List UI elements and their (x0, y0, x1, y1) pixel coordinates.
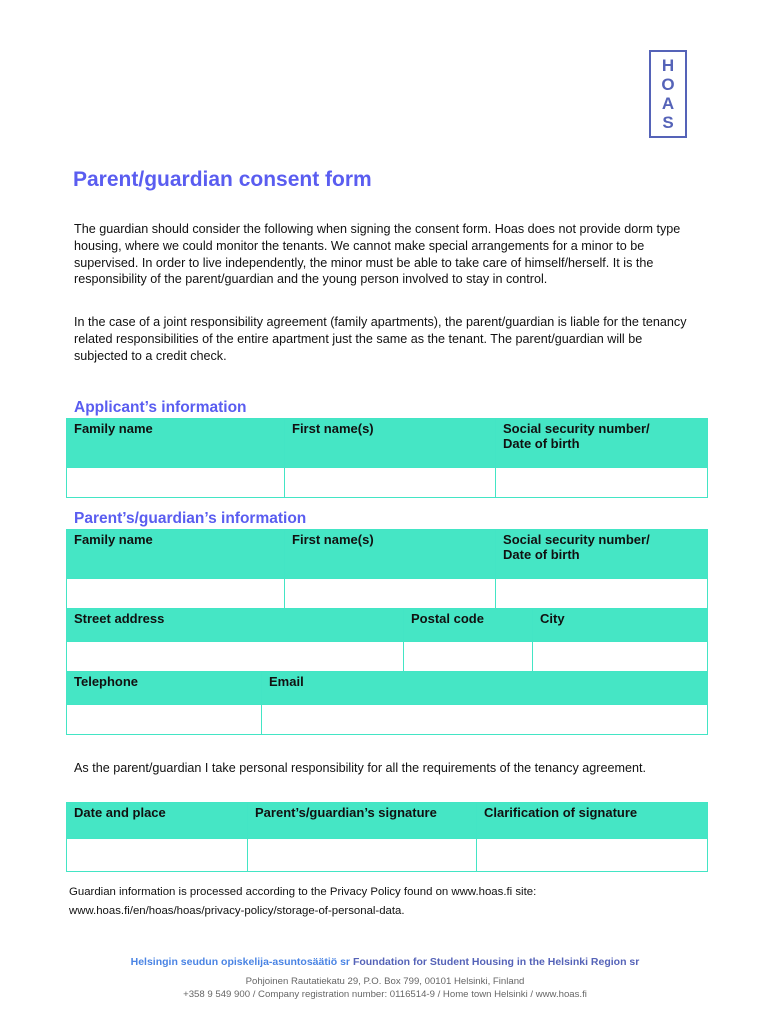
postal-code-field[interactable] (404, 642, 533, 672)
guardian-family-name-label: Family name (67, 530, 285, 579)
footer-english-name: Foundation for Student Housing in the Helsinki Region sr (352, 956, 640, 968)
postal-code-label: Postal code (404, 609, 533, 642)
logo-letter-o: O (661, 75, 675, 94)
footer-contact: +358 9 549 900 / Company registration number: 0116514-9 / Home town Helsinki / www.hoas.fi (183, 989, 587, 1000)
applicant-first-name-label: First name(s) (285, 419, 496, 468)
footer-foundation-name (0, 956, 770, 968)
applicant-section-title: Applicant’s information (74, 399, 247, 416)
street-address-field[interactable] (67, 642, 404, 672)
telephone-label: Telephone (67, 672, 262, 705)
guardian-signature-label: Parent’s/guardian’s signature (248, 803, 477, 839)
logo-letter-h: H (661, 56, 675, 75)
footer-address: Pohjoinen Rautatiekatu 29, P.O. Box 799, 00101 Helsinki, Finland (245, 976, 525, 987)
applicant-ssn-field[interactable] (496, 468, 708, 498)
privacy-link[interactable]: www.hoas.fi/en/hoas/hoas/privacy-policy/storage-of-personal-data. (69, 905, 405, 917)
applicant-family-name-field[interactable] (67, 468, 285, 498)
applicant-family-name-label: Family name (67, 419, 285, 468)
responsibility-statement: As the parent/guardian I take personal responsibility for all the requirements of the tenancy agreement. (74, 761, 646, 775)
telephone-field[interactable] (67, 705, 262, 735)
intro-paragraph-1: The guardian should consider the following when signing the consent form. Hoas does not provide dorm type housing, where we could monitor the tenants. We cannot make special arrangements for a minor to be supervised. In order to live independently, the minor must be able to take care of himself/herself. It is the responsibility of the parent/guardian and the young person involved to stay in control. (74, 222, 681, 287)
guardian-first-name-field[interactable] (285, 579, 496, 609)
hoas-logo (649, 50, 687, 138)
city-label: City (533, 609, 708, 642)
date-place-label: Date and place (67, 803, 248, 839)
intro-paragraph-2: In the case of a joint responsibility agreement (family apartments), the parent/guardian is liable for the tenancy related responsibilities of the entire apartment just the same as the tenant. The parent/guardian will be subjected to a credit check. (74, 315, 687, 363)
city-field[interactable] (533, 642, 708, 672)
logo-letter-s: S (662, 113, 674, 132)
applicant-table (66, 418, 708, 498)
street-address-label: Street address (67, 609, 404, 642)
date-place-field[interactable] (67, 839, 248, 872)
privacy-line-1: Guardian information is processed according to the Privacy Policy found on www.hoas.fi site: (69, 886, 537, 898)
privacy-note (69, 883, 709, 921)
applicant-ssn-label: Social security number/ Date of birth (496, 419, 708, 468)
guardian-family-name-field[interactable] (67, 579, 285, 609)
email-label: Email (262, 672, 708, 705)
email-field[interactable] (262, 705, 708, 735)
logo-letter-a: A (661, 94, 675, 113)
signature-clarification-label: Clarification of signature (477, 803, 708, 839)
signature-table (66, 802, 708, 872)
guardian-ssn-label: Social security number/ Date of birth (496, 530, 708, 579)
guardian-first-name-label: First name(s) (285, 530, 496, 579)
page-title: Parent/guardian consent form (73, 168, 372, 191)
guardian-section-title: Parent’s/guardian’s information (74, 510, 307, 527)
guardian-ssn-field[interactable] (496, 579, 708, 609)
signature-clarification-field[interactable] (477, 839, 708, 872)
footer-finnish-name: Helsingin seudun opiskelija-asuntosäätiö sr (130, 956, 351, 968)
applicant-first-name-field[interactable] (285, 468, 496, 498)
guardian-table (66, 529, 708, 735)
guardian-signature-field[interactable] (248, 839, 477, 872)
